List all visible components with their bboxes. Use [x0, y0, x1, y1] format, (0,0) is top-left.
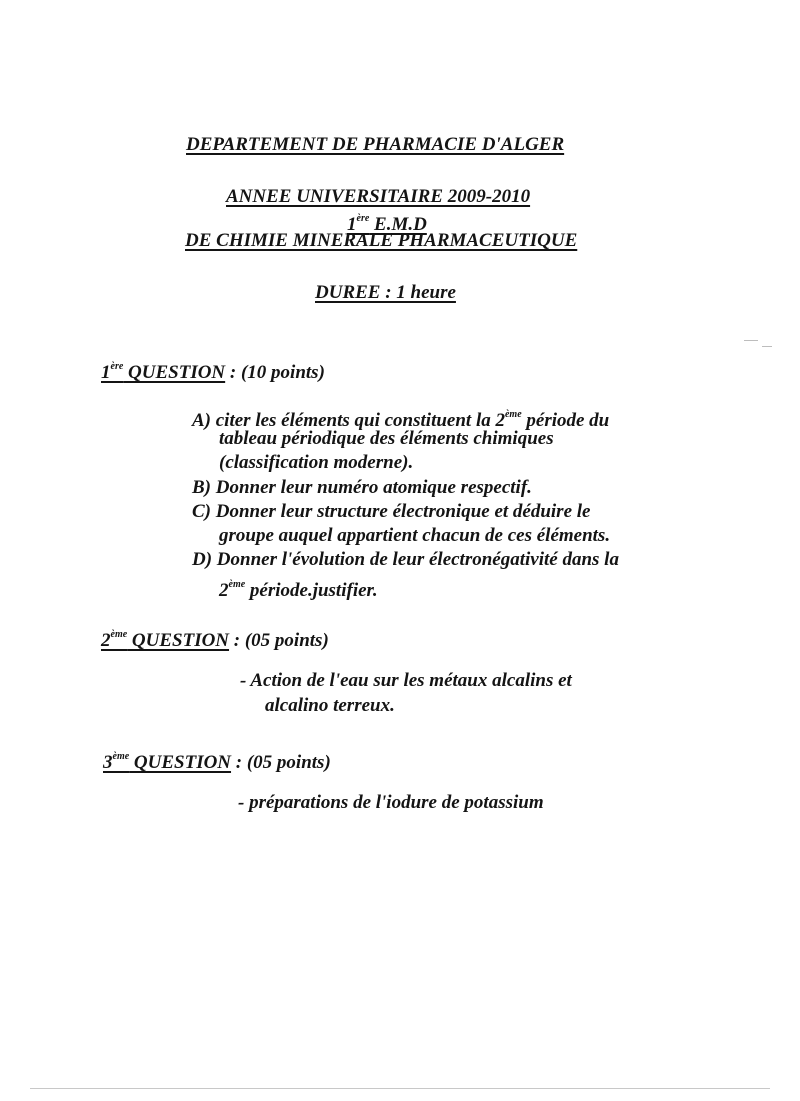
question-3-title-text: QUESTION	[129, 752, 232, 773]
scan-speck	[744, 340, 758, 341]
emd-number: 1	[347, 214, 357, 235]
item-text: tableau périodique des éléments chimiques	[219, 428, 554, 449]
subject-title-text: DE CHIMIE MINERALE PHARMACEUTIQUE	[185, 230, 578, 251]
question-2-points: : (05 points)	[229, 630, 329, 651]
question-3-superscript: ème	[112, 751, 130, 762]
item-text: alcalino terreux.	[265, 695, 395, 716]
page-bottom-rule	[30, 1088, 770, 1089]
scan-speck	[762, 346, 772, 347]
question-3-points: : (05 points)	[231, 752, 331, 773]
question-3-line-1	[238, 791, 544, 815]
item-text: D) Donner l'évolution de leur électronégativité dans la	[192, 549, 619, 570]
emd-text: E.M.D	[369, 214, 427, 235]
question-2-line-2	[265, 694, 395, 718]
item-text: A) citer les éléments qui constituent la 2	[192, 410, 505, 431]
question-3-title	[103, 752, 231, 773]
item-text: - préparations de l'iodure de potassium	[238, 792, 544, 813]
item-superscript: ème	[228, 579, 246, 590]
item-text: période du	[521, 410, 610, 431]
subject-title	[185, 229, 577, 253]
question-2-line-1	[240, 669, 572, 693]
question-1-superscript: ère	[110, 361, 124, 372]
duration	[315, 281, 456, 305]
question-2-number: 2	[101, 630, 111, 651]
item-text: période.justifier.	[245, 580, 378, 601]
duration-text: DUREE : 1 heure	[315, 282, 456, 303]
question-2-superscript: ème	[110, 629, 128, 640]
question-3-heading	[103, 745, 331, 775]
item-superscript: ème	[504, 409, 522, 420]
question-1-item-d	[192, 548, 619, 572]
question-3-number: 3	[103, 752, 113, 773]
item-text: - Action de l'eau sur les métaux alcalins et	[240, 670, 572, 691]
question-1-item-b	[192, 476, 532, 500]
academic-year-text: ANNEE UNIVERSITAIRE 2009-2010	[226, 186, 531, 207]
department-title-text: DEPARTEMENT DE PHARMACIE D'ALGER	[186, 134, 565, 155]
emd-superscript: ère	[356, 213, 370, 224]
item-text: B) Donner leur numéro atomique respectif.	[192, 477, 532, 498]
question-1-points: : (10 points)	[225, 362, 325, 383]
item-text: (classification moderne).	[219, 452, 414, 473]
question-2-title	[101, 630, 229, 651]
question-1-heading	[101, 355, 325, 385]
question-1-title-text: QUESTION	[123, 362, 226, 383]
academic-year	[226, 185, 530, 209]
question-2-heading	[101, 623, 329, 653]
question-1-item-a-cont1	[219, 427, 554, 451]
question-1-item-a-cont2	[219, 451, 413, 475]
item-text: groupe auquel appartient chacun de ces éléments.	[219, 525, 611, 546]
department-title	[186, 133, 564, 157]
item-text: 2	[219, 580, 229, 601]
question-1-item-c-cont	[219, 524, 610, 548]
question-1-item-c	[192, 500, 590, 524]
question-2-title-text: QUESTION	[127, 630, 230, 651]
item-text: C) Donner leur structure électronique et déduire le	[192, 501, 591, 522]
question-1-item-d-cont	[219, 573, 378, 603]
question-1-title	[101, 362, 225, 383]
question-1-number: 1	[101, 362, 111, 383]
